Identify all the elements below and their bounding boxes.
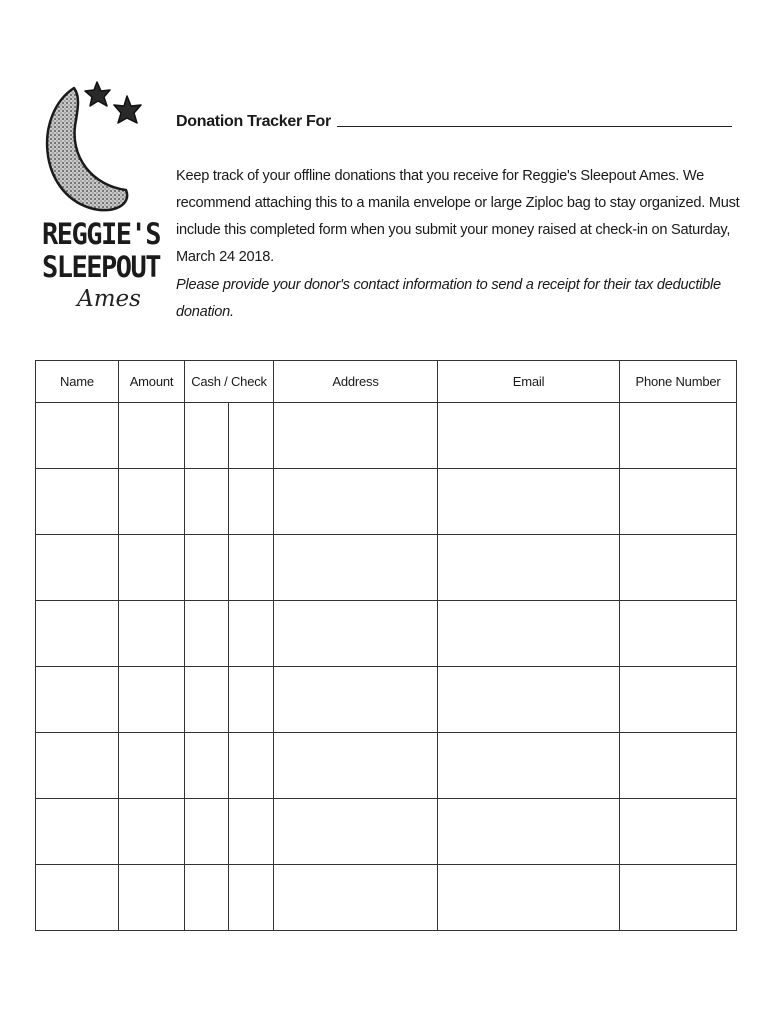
- email-cell[interactable]: [438, 403, 620, 469]
- star-icon: [85, 82, 110, 106]
- email-cell[interactable]: [438, 733, 620, 799]
- column-header-address: Address: [274, 361, 438, 403]
- name-cell[interactable]: [36, 733, 119, 799]
- name-cell[interactable]: [36, 469, 119, 535]
- phone-cell[interactable]: [620, 733, 737, 799]
- phone-cell[interactable]: [620, 799, 737, 865]
- intro-paragraph: Keep track of your offline donations that you receive for Reggie's Sleepout Ames. We recommend attaching this to a manila envelope or large Ziploc bag to stay organized. Must include this completed form when you submit your money raised at check-in on Saturday, March 24 2018.: [176, 168, 740, 265]
- moon-and-stars-graphic: [34, 74, 166, 224]
- star-icon: [114, 96, 141, 123]
- table-row: [36, 535, 737, 601]
- table-row: [36, 733, 737, 799]
- amount-cell[interactable]: [119, 469, 185, 535]
- amount-cell[interactable]: [119, 865, 185, 931]
- check-cell[interactable]: [229, 667, 274, 733]
- phone-cell[interactable]: [620, 535, 737, 601]
- page-title: Donation Tracker For: [176, 113, 331, 130]
- table-row: [36, 799, 737, 865]
- address-cell[interactable]: [274, 733, 438, 799]
- name-cell[interactable]: [36, 403, 119, 469]
- check-cell[interactable]: [229, 469, 274, 535]
- check-cell[interactable]: [229, 601, 274, 667]
- address-cell[interactable]: [274, 865, 438, 931]
- table-header-row: [36, 361, 737, 403]
- name-cell[interactable]: [36, 799, 119, 865]
- phone-cell[interactable]: [620, 667, 737, 733]
- email-cell[interactable]: [438, 601, 620, 667]
- column-header-amount: Amount: [119, 361, 185, 403]
- logo-text-ames: Ames: [77, 286, 141, 312]
- cash-cell[interactable]: [185, 403, 229, 469]
- column-header-cash-check: Cash / Check: [185, 361, 274, 403]
- address-cell[interactable]: [274, 535, 438, 601]
- email-cell[interactable]: [438, 535, 620, 601]
- table-row: [36, 469, 737, 535]
- amount-cell[interactable]: [119, 403, 185, 469]
- check-cell[interactable]: [229, 799, 274, 865]
- phone-cell[interactable]: [620, 865, 737, 931]
- column-header-phone: Phone Number: [620, 361, 737, 403]
- table-row: [36, 601, 737, 667]
- name-cell[interactable]: [36, 865, 119, 931]
- cash-cell[interactable]: [185, 469, 229, 535]
- address-cell[interactable]: [274, 799, 438, 865]
- phone-cell[interactable]: [620, 403, 737, 469]
- check-cell[interactable]: [229, 403, 274, 469]
- amount-cell[interactable]: [119, 733, 185, 799]
- logo-text-reggies: REGGIE'S: [41, 217, 161, 252]
- email-cell[interactable]: [438, 865, 620, 931]
- donation-table: [35, 360, 737, 931]
- cash-cell[interactable]: [185, 733, 229, 799]
- title-row: [176, 105, 732, 131]
- email-cell[interactable]: [438, 469, 620, 535]
- cash-cell[interactable]: [185, 799, 229, 865]
- check-cell[interactable]: [229, 733, 274, 799]
- phone-cell[interactable]: [620, 601, 737, 667]
- table-row: [36, 667, 737, 733]
- address-cell[interactable]: [274, 601, 438, 667]
- amount-cell[interactable]: [119, 667, 185, 733]
- title-name-field[interactable]: [337, 126, 732, 127]
- reggies-sleepout-logo: [34, 74, 166, 330]
- name-cell[interactable]: [36, 601, 119, 667]
- phone-cell[interactable]: [620, 469, 737, 535]
- name-cell[interactable]: [36, 667, 119, 733]
- cash-cell[interactable]: [185, 865, 229, 931]
- cash-cell[interactable]: [185, 667, 229, 733]
- email-cell[interactable]: [438, 667, 620, 733]
- table-row: [36, 403, 737, 469]
- address-cell[interactable]: [274, 469, 438, 535]
- check-cell[interactable]: [229, 535, 274, 601]
- address-cell[interactable]: [274, 403, 438, 469]
- amount-cell[interactable]: [119, 601, 185, 667]
- logo-text-sleepout: SLEEPOUT: [41, 250, 161, 285]
- name-cell[interactable]: [36, 535, 119, 601]
- cash-cell[interactable]: [185, 535, 229, 601]
- check-cell[interactable]: [229, 865, 274, 931]
- table-row: [36, 865, 737, 931]
- amount-cell[interactable]: [119, 535, 185, 601]
- cash-cell[interactable]: [185, 601, 229, 667]
- receipt-note: Please provide your donor's contact information to send a receipt for their tax deductible donation.: [176, 277, 721, 320]
- column-header-name: Name: [36, 361, 119, 403]
- column-header-email: Email: [438, 361, 620, 403]
- amount-cell[interactable]: [119, 799, 185, 865]
- email-cell[interactable]: [438, 799, 620, 865]
- address-cell[interactable]: [274, 667, 438, 733]
